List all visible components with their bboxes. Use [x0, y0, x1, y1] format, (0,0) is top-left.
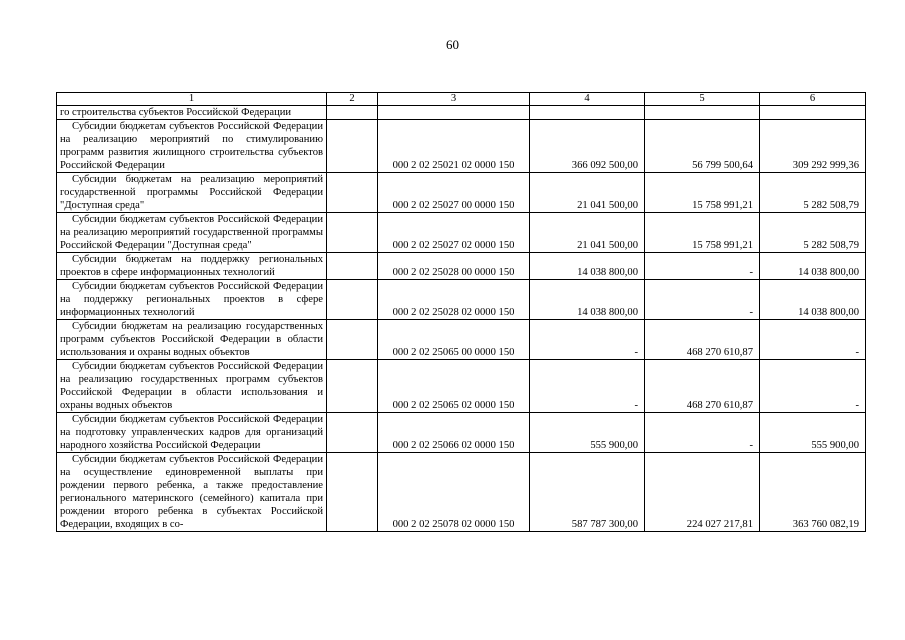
row-description-text: Субсидии бюджетам на поддержку региональных проектов в сфере информационных технологий	[60, 254, 323, 278]
row-col2	[327, 253, 378, 280]
row-approved-amount: 587 787 300,00	[530, 453, 645, 532]
budget-table	[56, 92, 866, 532]
row-col2	[327, 173, 378, 213]
row-approved-amount: -	[530, 360, 645, 413]
page-number: 60	[446, 37, 459, 52]
table-row	[57, 320, 866, 360]
column-header: 6	[760, 93, 866, 106]
row-description-text: Субсидии бюджетам субъектов Российской Федерации на осуществление единовременной выплаты при рождении первого ребенка, а также предоставление регионального материнского (семейного) капитала при рождении второго ребенка в субъектах Российской Федерации, входящих в со-	[60, 454, 323, 530]
row-executed-amount: 56 799 500,64	[645, 120, 760, 173]
table-header-row	[57, 93, 866, 106]
row-col2	[327, 320, 378, 360]
row-executed-amount: 224 027 217,81	[645, 453, 760, 532]
row-col2	[327, 120, 378, 173]
row-col2	[327, 106, 378, 120]
table-row	[57, 253, 866, 280]
row-budget-code: 000 2 02 25027 00 0000 150	[378, 173, 530, 213]
row-budget-code: 000 2 02 25065 02 0000 150	[378, 360, 530, 413]
row-col2	[327, 213, 378, 253]
row-remaining-amount: 14 038 800,00	[760, 253, 866, 280]
row-budget-code	[378, 106, 530, 120]
table-row	[57, 173, 866, 213]
row-budget-code: 000 2 02 25021 02 0000 150	[378, 120, 530, 173]
row-description-text: Субсидии бюджетам субъектов Российской Федерации на реализацию мероприятий по стимулированию программ развития жилищного строительства субъектов Российской Федерации	[60, 121, 323, 171]
row-description-text: Субсидии бюджетам субъектов Российской Федерации на подготовку управленческих кадров для организаций народного хозяйства Российской Федерации	[60, 414, 323, 451]
row-approved-amount: 14 038 800,00	[530, 253, 645, 280]
row-description-text: Субсидии бюджетам субъектов Российской Федерации на реализацию государственных программ субъектов Российской Федерации в области использования и охраны водных объектов	[60, 361, 323, 411]
row-budget-code: 000 2 02 25065 00 0000 150	[378, 320, 530, 360]
row-executed-amount: 468 270 610,87	[645, 360, 760, 413]
row-remaining-amount: 555 900,00	[760, 413, 866, 453]
row-description-text: Субсидии бюджетам на реализацию государственных программ субъектов Российской Федерации в области использования и охраны водных объектов	[60, 321, 323, 358]
column-header: 4	[530, 93, 645, 106]
row-description-text: Субсидии бюджетам субъектов Российской Федерации на реализацию мероприятий государственной программы Российской Федерации "Доступная среда"	[60, 214, 323, 251]
column-header: 1	[57, 93, 327, 106]
row-remaining-amount	[760, 106, 866, 120]
row-col2	[327, 360, 378, 413]
row-approved-amount: 14 038 800,00	[530, 280, 645, 320]
row-description-text: Субсидии бюджетам на реализацию мероприятий государственной программы Российской Федерации "Доступная среда"	[60, 174, 323, 211]
table-row	[57, 280, 866, 320]
row-description-text: го строительства субъектов Российской Федерации	[60, 107, 292, 118]
row-col2	[327, 280, 378, 320]
row-executed-amount: 15 758 991,21	[645, 213, 760, 253]
row-executed-amount: -	[645, 413, 760, 453]
row-remaining-amount: 309 292 999,36	[760, 120, 866, 173]
row-budget-code: 000 2 02 25027 02 0000 150	[378, 213, 530, 253]
row-approved-amount: -	[530, 320, 645, 360]
row-description	[57, 253, 327, 280]
row-executed-amount: 15 758 991,21	[645, 173, 760, 213]
table-row	[57, 453, 866, 532]
row-description	[57, 173, 327, 213]
row-approved-amount: 555 900,00	[530, 413, 645, 453]
row-description	[57, 280, 327, 320]
table-row	[57, 120, 866, 173]
row-description-text: Субсидии бюджетам субъектов Российской Федерации на поддержку региональных проектов в сфере информационных технологий	[60, 281, 323, 318]
column-header: 3	[378, 93, 530, 106]
row-budget-code: 000 2 02 25028 02 0000 150	[378, 280, 530, 320]
table-row	[57, 413, 866, 453]
row-remaining-amount: 363 760 082,19	[760, 453, 866, 532]
row-approved-amount: 21 041 500,00	[530, 213, 645, 253]
row-budget-code: 000 2 02 25066 02 0000 150	[378, 413, 530, 453]
row-description	[57, 413, 327, 453]
row-col2	[327, 453, 378, 532]
row-remaining-amount: -	[760, 360, 866, 413]
row-executed-amount: -	[645, 280, 760, 320]
row-approved-amount	[530, 106, 645, 120]
column-header: 2	[327, 93, 378, 106]
row-approved-amount: 21 041 500,00	[530, 173, 645, 213]
row-approved-amount: 366 092 500,00	[530, 120, 645, 173]
row-description	[57, 213, 327, 253]
row-executed-amount: -	[645, 253, 760, 280]
row-remaining-amount: 14 038 800,00	[760, 280, 866, 320]
column-header: 5	[645, 93, 760, 106]
row-executed-amount: 468 270 610,87	[645, 320, 760, 360]
row-remaining-amount: 5 282 508,79	[760, 213, 866, 253]
row-executed-amount	[645, 106, 760, 120]
budget-table-body	[57, 93, 866, 532]
row-description	[57, 360, 327, 413]
row-description	[57, 106, 327, 120]
row-budget-code: 000 2 02 25028 00 0000 150	[378, 253, 530, 280]
row-description	[57, 320, 327, 360]
row-budget-code: 000 2 02 25078 02 0000 150	[378, 453, 530, 532]
row-col2	[327, 413, 378, 453]
row-remaining-amount: -	[760, 320, 866, 360]
table-row	[57, 360, 866, 413]
row-description	[57, 453, 327, 532]
row-remaining-amount: 5 282 508,79	[760, 173, 866, 213]
row-description	[57, 120, 327, 173]
table-row	[57, 213, 866, 253]
table-row	[57, 106, 866, 120]
